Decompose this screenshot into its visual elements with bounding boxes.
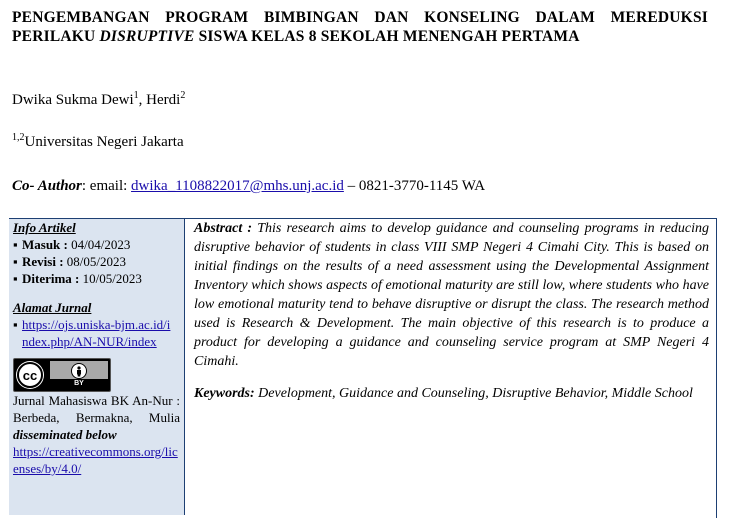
info-item-masuk: ▪ Masuk : 04/04/2023 [13,237,131,252]
phone: – 0821-3770-1145 WA [343,178,486,194]
affiliation [12,134,184,151]
box-right-border [716,218,717,518]
keywords-label: Keywords: [194,386,255,401]
co-author-label: Co- Author [12,178,82,194]
info-label: Masuk : [22,237,68,252]
journal-heading: Alamat Jurnal [13,300,92,315]
abstract-text: This research aims to develop guidance and counseling programs in reducing disruptive behavior of students in class VIII SMP Negeri 4 Cimahi City. This is based on initial findings on the results of a need assessment using the Developmental Assignment Inventory which shows aspects of emotional maturity are still low, where students who have low emotional maturity tend to behave disruptive or disrupt the class. The research method used is Research & Development. The main objective of this research is to produce a product for developing a guidance and counseling service program at SMP Negeri 4 Cimahi. [194,221,710,369]
title-part-1: PENGEMBANGAN PROGRAM BIMBINGAN DAN KONSELING DALAM MEREDUKSI PERILAKU [12,9,708,45]
license-description [13,392,184,443]
author-1-sup: 1 [133,90,139,101]
cc-by-license-badge[interactable] [13,358,111,392]
abstract-paragraph [194,219,709,371]
author-2: Herdi [146,92,181,108]
info-heading: Info Artikel [13,220,76,235]
by-label: BY [50,379,108,389]
author-separator: , [138,92,147,108]
person-icon [71,363,87,379]
info-value: 04/04/2023 [67,237,131,252]
email-label: : email: [81,178,132,194]
info-label: Diterima : [22,271,80,286]
affiliation-name: Universitas Negeri Jakarta [24,134,184,150]
article-info-panel [9,219,185,515]
title-part-2: SISWA KELAS 8 SEKOLAH MENENGAH PERTAMA [198,28,580,45]
info-item-diterima: ▪ Diterima : 10/05/2023 [13,271,142,286]
disseminated-label: disseminated below [13,427,117,442]
abstract-label: Abstract : [194,221,253,236]
license-url-link[interactable]: https://creativecommons.org/licenses/by/4.0/ [13,444,178,476]
affiliation-sup: 1,2 [12,132,25,143]
abstract-section [194,219,709,403]
info-label: Revisi : [22,254,64,269]
paper-title [12,8,708,46]
info-value: 10/05/2023 [79,271,142,286]
keywords-paragraph [194,384,709,403]
title-italic-word: DISRUPTIVE [99,28,195,45]
cc-icon [17,362,43,388]
cc-icon-text: cc [22,367,38,383]
author-list [12,92,185,109]
email-link[interactable]: dwika_1108822017@mhs.unj.ac.id [131,178,344,194]
author-2-sup: 2 [180,90,186,101]
journal-url-item: ▪ https://ojs.uniska-bjm.ac.id/index.php/AN-NUR/index [13,317,171,349]
keywords-text: Development, Guidance and Counseling, Disruptive Behavior, Middle School [254,386,693,401]
info-item-revisi: ▪ Revisi : 08/05/2023 [13,254,127,269]
info-value: 08/05/2023 [63,254,127,269]
journal-url-link[interactable]: https://ojs.uniska-bjm.ac.id/index.php/AN-NUR/index [22,317,171,349]
license-text: Jurnal Mahasiswa BK An-Nur : Berbeda, Bermakna, Mulia [13,393,180,425]
author-1: Dwika Sukma Dewi [12,92,134,108]
co-author-line [12,178,485,195]
